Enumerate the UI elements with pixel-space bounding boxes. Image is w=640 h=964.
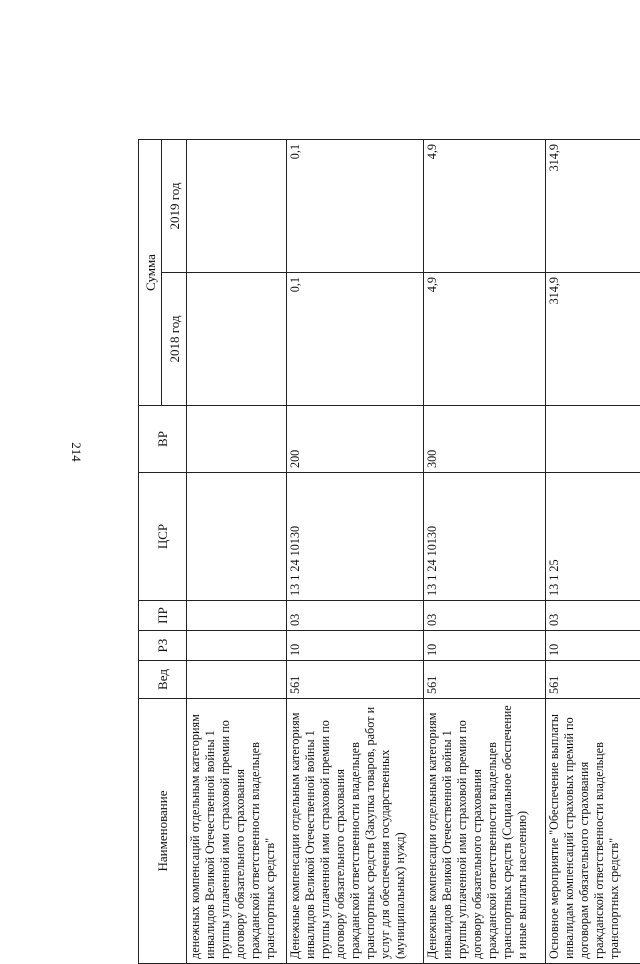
cell-vr: 300 <box>424 406 546 473</box>
table-row <box>424 140 546 964</box>
cell-csr: 13 1 24 10130 <box>424 473 546 601</box>
cell-2018: 314,9 <box>546 273 640 406</box>
header-name: Наименование <box>139 699 187 964</box>
cell-pr: 03 <box>546 601 640 631</box>
cell-rz: 10 <box>287 631 424 661</box>
cell-2018: 4,9 <box>424 273 546 406</box>
cell-2019: 314,9 <box>546 140 640 273</box>
header-vr: ВР <box>139 406 187 473</box>
header-pr: ПР <box>139 601 187 631</box>
cell-name: Денежные компенсации отдельным категориям инвалидов Великой Отечественной войны 1 группы уплаченной ими страховой премии по договору обязательного страхования гражданской ответственности владельцев транспортных средств (Закупка товаров, работ и услуг для обеспечения государственных (муниципальных) нужд) <box>287 699 424 964</box>
page-number: 214 <box>58 434 94 470</box>
cell-pr: 03 <box>287 601 424 631</box>
header-2019: 2019 год <box>162 140 187 273</box>
table-row <box>187 140 287 964</box>
cell-csr <box>187 473 287 601</box>
header-csr: ЦСР <box>139 473 187 601</box>
budget-table <box>138 139 640 964</box>
header-ved: Вед <box>139 661 187 699</box>
cell-ved: 561 <box>287 661 424 699</box>
header-rz: РЗ <box>139 631 187 661</box>
cell-ved <box>187 661 287 699</box>
cell-2019: 0,1 <box>287 140 424 273</box>
cell-rz: 10 <box>546 631 640 661</box>
cell-ved: 561 <box>424 661 546 699</box>
cell-pr: 03 <box>424 601 546 631</box>
cell-csr: 13 1 25 <box>546 473 640 601</box>
cell-2018: 0,1 <box>287 273 424 406</box>
cell-2018 <box>187 273 287 406</box>
cell-pr <box>187 601 287 631</box>
table-row <box>287 140 424 964</box>
cell-name: денежных компенсаций отдельным категориям инвалидов Великой Отечественной войны 1 группы уплаченной ими страховой премии по договору обязательного страхования гражданской ответственности владельцев транспортных средств" <box>187 699 287 964</box>
cell-vr: 200 <box>287 406 424 473</box>
cell-vr <box>546 406 640 473</box>
header-2018: 2018 год <box>162 273 187 406</box>
header-row-1 <box>139 140 162 964</box>
cell-csr: 13 1 24 10130 <box>287 473 424 601</box>
cell-ved: 561 <box>546 661 640 699</box>
table-row <box>546 140 640 964</box>
cell-2019 <box>187 140 287 273</box>
cell-rz: 10 <box>424 631 546 661</box>
cell-vr <box>187 406 287 473</box>
cell-name: Денежные компенсации отдельным категориям инвалидов Великой Отечественной войны 1 группы уплаченной ими страховой премии по договору обязательного страхования гражданской ответственности владельцев транспортных средств (Социальное обеспечение и иные выплаты населению) <box>424 699 546 964</box>
header-sum: Сумма <box>139 140 162 406</box>
rotated-table-wrapper <box>138 140 640 964</box>
cell-2019: 4,9 <box>424 140 546 273</box>
cell-rz <box>187 631 287 661</box>
cell-name: Основное мероприятие "Обеспечение выплаты инвалидам компенсаций страховых премий по договорам обязательного страхования гражданской ответственности владельцев транспортных средств" <box>546 699 640 964</box>
